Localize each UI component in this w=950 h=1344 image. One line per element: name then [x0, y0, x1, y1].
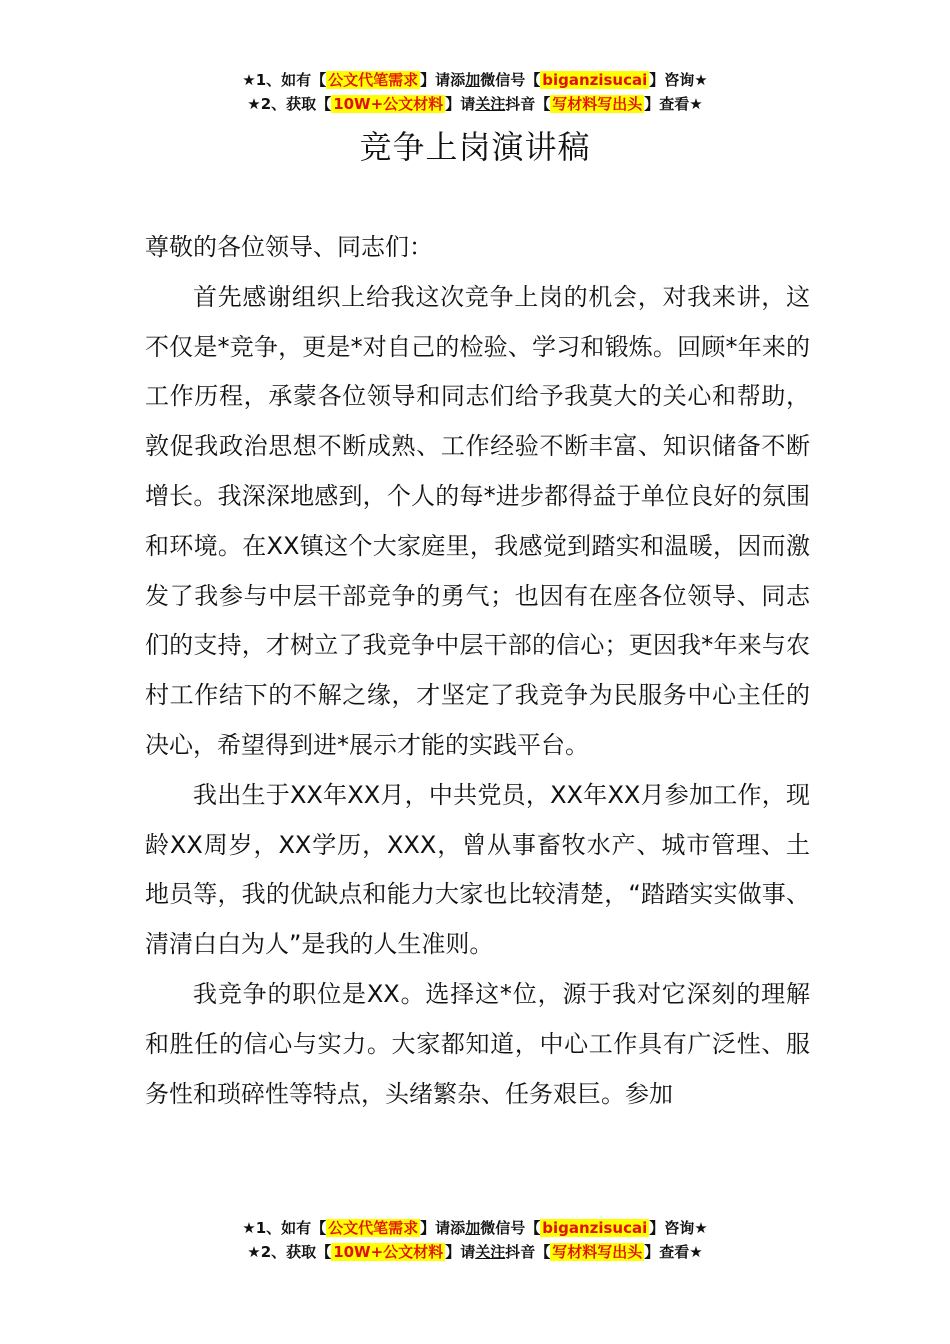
banner-highlight: 公文代笔需求: [328, 71, 419, 89]
banner-text: 】咨询★: [649, 71, 708, 89]
banner-text: ★2、获取【: [247, 1243, 332, 1261]
banner-underline: 关注: [475, 1243, 506, 1261]
banner-text: 微信号【: [480, 1219, 541, 1237]
banner-underline: 加: [465, 71, 481, 89]
paragraph-2: 我出生于XX年XX月，中共党员，XX年XX月参加工作，现龄XX周岁，XX学历，XXX，曾从事畜牧水产、城市管理、土地员等，我的优缺点和能力大家也比较清楚，“踏踏实实做事、清清白白为人”是我的人生准则。: [145, 780, 810, 959]
banner-text: 微信号【: [480, 71, 541, 89]
salutation: 尊敬的各位领导、同志们：: [145, 233, 433, 261]
banner-line-1: [0, 68, 950, 92]
paragraph-3: 我竞争的职位是XX。选择这*位，源于我对它深刻的理解和胜任的信心与实力。大家都知道，中心工作具有广泛性、服务性和琐碎性等特点，头绪繁杂、任务艰巨。参加: [145, 979, 810, 1108]
banner-highlight: 10W+公文材料: [333, 95, 444, 113]
footer-banner: [0, 1216, 950, 1264]
banner-line-1: [0, 1216, 950, 1240]
banner-highlight: biganzisucai: [542, 1219, 648, 1237]
banner-highlight: 公文代笔需求: [328, 1219, 419, 1237]
banner-text: 】请: [445, 1243, 476, 1261]
document-body: [145, 223, 810, 1119]
header-banner: [0, 68, 950, 116]
banner-text: ★2、获取【: [247, 95, 332, 113]
banner-highlight: 写材料写出头: [552, 95, 643, 113]
banner-text: ★1、如有【: [242, 71, 327, 89]
banner-text: 】请: [445, 95, 476, 113]
banner-highlight: 写材料写出头: [552, 1243, 643, 1261]
banner-text: ★1、如有【: [242, 1219, 327, 1237]
banner-highlight: biganzisucai: [542, 71, 648, 89]
banner-line-2: [0, 92, 950, 116]
banner-text: 抖音【: [505, 95, 551, 113]
document-title: 竞争上岗演讲稿: [359, 128, 591, 166]
banner-text: 】请添: [420, 71, 466, 89]
banner-text: 】查看★: [644, 95, 703, 113]
banner-underline: 关注: [475, 95, 506, 113]
banner-highlight: 10W+公文材料: [333, 1243, 444, 1261]
paragraph-1: 首先感谢组织上给我这次竞争上岗的机会，对我来讲，这不仅是*竞争，更是*对自己的检验、学习和锻炼。回顾*年来的工作历程，承蒙各位领导和同志们给予我莫大的关心和帮助，敦促我政治思想不断成熟、工作经验不断丰富、知识储备不断增长。我深深地感到，个人的每*进步都得益于单位良好的氛围和环境。在XX镇这个大家庭里，我感觉到踏实和温暖，因而激发了我参与中层干部竞争的勇气；也因有在座各位领导、同志们的支持，才树立了我竞争中层干部的信心；更因我*年来与农村工作结下的不解之缘，才坚定了我竞争为民服务中心主任的决心，希望得到进*展示才能的实践平台。: [145, 282, 810, 759]
banner-underline: 加: [465, 1219, 481, 1237]
banner-text: 】请添: [420, 1219, 466, 1237]
banner-line-2: [0, 1240, 950, 1264]
banner-text: 】查看★: [644, 1243, 703, 1261]
banner-text: 抖音【: [505, 1243, 551, 1261]
banner-text: 】咨询★: [649, 1219, 708, 1237]
